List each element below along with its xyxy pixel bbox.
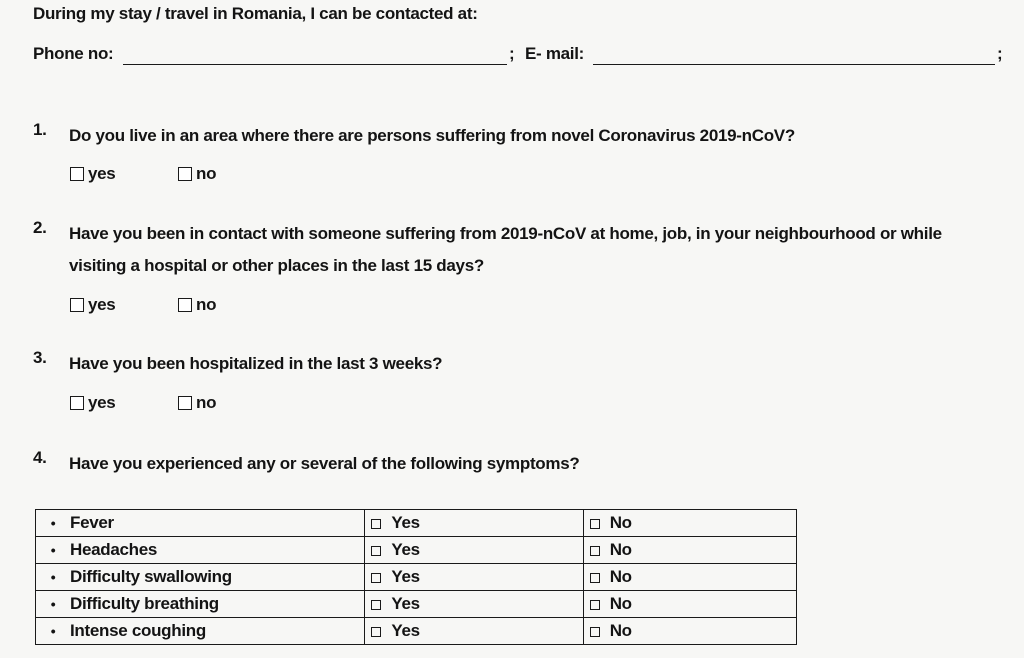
table-row bbox=[36, 591, 797, 618]
phone-field[interactable] bbox=[123, 64, 507, 65]
bullet: • bbox=[50, 623, 56, 639]
email-separator: ; bbox=[997, 44, 1003, 63]
email-field[interactable] bbox=[593, 64, 995, 65]
no-label: No bbox=[609, 567, 632, 586]
checkbox[interactable] bbox=[371, 519, 381, 529]
yes-label: Yes bbox=[391, 513, 420, 532]
question-2-yes-option[interactable] bbox=[70, 295, 115, 315]
question-3-no-option[interactable] bbox=[178, 393, 216, 413]
symptom-name: Difficulty swallowing bbox=[70, 567, 232, 586]
table-row bbox=[36, 510, 797, 537]
question-text: Have you experienced any or several of the following symptoms? bbox=[69, 454, 580, 473]
symptom-name: Fever bbox=[70, 513, 114, 532]
question-text: Have you been in contact with someone suffering from 2019-nCoV at home, job, in your neighbourhood or while visiting a hospital or other places in the last 15 days? bbox=[69, 224, 942, 275]
question-1-no-option[interactable] bbox=[178, 164, 216, 184]
question-2 bbox=[33, 218, 993, 282]
option-label: yes bbox=[88, 295, 116, 314]
intro-text: During my stay / travel in Romania, I can be contacted at: bbox=[33, 4, 478, 23]
yes-cell[interactable] bbox=[365, 537, 583, 564]
no-cell[interactable] bbox=[583, 510, 796, 537]
yes-label: Yes bbox=[391, 540, 420, 559]
no-cell[interactable] bbox=[583, 591, 796, 618]
table-row bbox=[36, 537, 797, 564]
question-text: Do you live in an area where there are persons suffering from novel Coronavirus 2019-nCoV? bbox=[69, 126, 795, 145]
checkbox[interactable] bbox=[590, 627, 600, 637]
no-cell[interactable] bbox=[583, 618, 796, 645]
question-1-yes-option[interactable] bbox=[70, 164, 115, 184]
checkbox[interactable] bbox=[70, 298, 84, 312]
symptom-cell bbox=[36, 537, 365, 564]
checkbox[interactable] bbox=[371, 546, 381, 556]
checkbox[interactable] bbox=[590, 546, 600, 556]
symptom-name: Intense coughing bbox=[70, 621, 206, 640]
checkbox[interactable] bbox=[590, 573, 600, 583]
symptom-cell bbox=[36, 564, 365, 591]
checkbox[interactable] bbox=[178, 396, 192, 410]
symptom-name: Headaches bbox=[70, 540, 158, 559]
question-text: Have you been hospitalized in the last 3 weeks? bbox=[69, 354, 443, 373]
phone-separator: ; bbox=[509, 44, 515, 63]
checkbox[interactable] bbox=[590, 600, 600, 610]
question-1 bbox=[33, 120, 993, 152]
yes-cell[interactable] bbox=[365, 618, 583, 645]
question-number: 2. bbox=[33, 218, 47, 237]
checkbox[interactable] bbox=[590, 519, 600, 529]
question-2-no-option[interactable] bbox=[178, 295, 216, 315]
question-4 bbox=[33, 448, 993, 480]
contact-row bbox=[33, 44, 1013, 70]
yes-cell[interactable] bbox=[365, 510, 583, 537]
checkbox[interactable] bbox=[371, 600, 381, 610]
phone-label: Phone no: bbox=[33, 44, 114, 63]
symptom-cell bbox=[36, 591, 365, 618]
symptoms-table bbox=[35, 509, 797, 645]
table-row bbox=[36, 618, 797, 645]
symptom-cell bbox=[36, 618, 365, 645]
no-cell[interactable] bbox=[583, 564, 796, 591]
question-3-yes-option[interactable] bbox=[70, 393, 115, 413]
option-label: no bbox=[196, 295, 217, 314]
question-number: 1. bbox=[33, 120, 47, 139]
table-row bbox=[36, 564, 797, 591]
no-label: No bbox=[609, 594, 632, 613]
bullet: • bbox=[50, 596, 56, 612]
no-cell[interactable] bbox=[583, 537, 796, 564]
checkbox[interactable] bbox=[70, 167, 84, 181]
symptom-name: Difficulty breathing bbox=[70, 594, 219, 613]
checkbox[interactable] bbox=[371, 573, 381, 583]
no-label: No bbox=[609, 513, 632, 532]
checkbox[interactable] bbox=[178, 298, 192, 312]
no-label: No bbox=[609, 621, 632, 640]
yes-label: Yes bbox=[391, 594, 420, 613]
yes-label: Yes bbox=[391, 621, 420, 640]
yes-cell[interactable] bbox=[365, 591, 583, 618]
bullet: • bbox=[50, 569, 56, 585]
question-3 bbox=[33, 348, 993, 380]
option-label: no bbox=[196, 164, 217, 183]
email-label: E- mail: bbox=[525, 44, 585, 63]
yes-cell[interactable] bbox=[365, 564, 583, 591]
checkbox[interactable] bbox=[371, 627, 381, 637]
bullet: • bbox=[50, 542, 56, 558]
checkbox[interactable] bbox=[178, 167, 192, 181]
option-label: yes bbox=[88, 164, 116, 183]
bullet: • bbox=[50, 515, 56, 531]
option-label: yes bbox=[88, 393, 116, 412]
yes-label: Yes bbox=[391, 567, 420, 586]
question-number: 4. bbox=[33, 448, 47, 467]
question-number: 3. bbox=[33, 348, 47, 367]
no-label: No bbox=[609, 540, 632, 559]
checkbox[interactable] bbox=[70, 396, 84, 410]
option-label: no bbox=[196, 393, 217, 412]
symptom-cell bbox=[36, 510, 365, 537]
